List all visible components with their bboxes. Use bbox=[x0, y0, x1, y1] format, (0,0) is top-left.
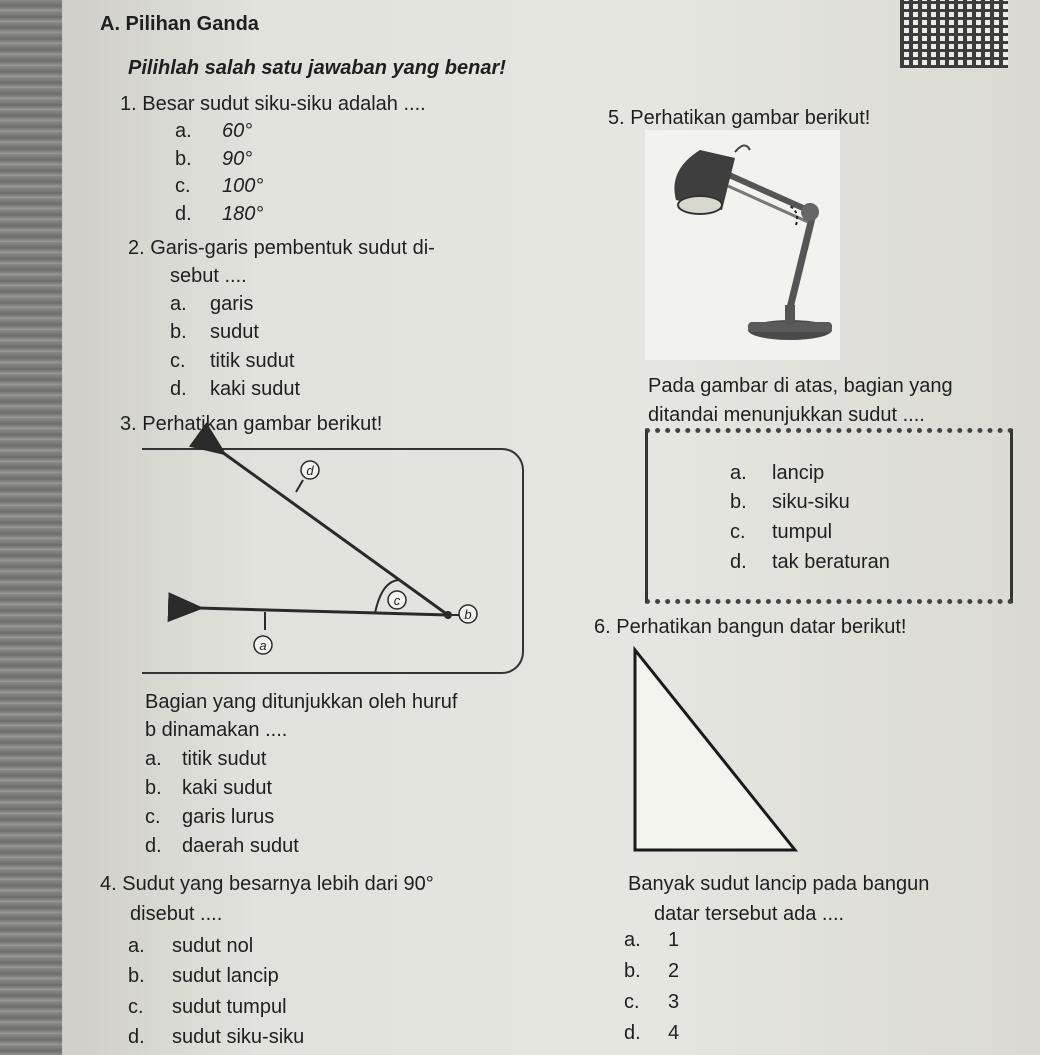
q6-option-c-text[interactable]: 3 bbox=[668, 991, 680, 1013]
q3-option-b-text[interactable]: kaki sudut bbox=[182, 777, 273, 799]
q2-option-c-letter[interactable]: c. bbox=[170, 350, 186, 372]
q5-followup-line2: ditandai menunjukkan sudut .... bbox=[648, 404, 925, 426]
q4-stem-line1: 4. Sudut yang besarnya lebih dari 90° bbox=[100, 873, 434, 895]
q5-option-d-text[interactable]: tak beraturan bbox=[772, 551, 890, 573]
q5-followup-line1: Pada gambar di atas, bagian yang bbox=[648, 375, 953, 397]
q2-option-d-text[interactable]: kaki sudut bbox=[210, 378, 301, 400]
q5-option-a-letter[interactable]: a. bbox=[730, 462, 747, 484]
q6-option-a-letter[interactable]: a. bbox=[624, 929, 641, 951]
section-instruction: Pilihlah salah satu jawaban yang benar! bbox=[128, 57, 506, 79]
q5-option-b-letter[interactable]: b. bbox=[730, 491, 747, 513]
q5-option-b-text[interactable]: siku-siku bbox=[772, 491, 850, 513]
q3-label-c: c bbox=[393, 593, 401, 608]
q5-option-c-text[interactable]: tumpul bbox=[772, 521, 833, 543]
q2-option-a-text[interactable]: garis bbox=[210, 293, 254, 315]
q6-option-d-text[interactable]: 4 bbox=[668, 1022, 680, 1044]
q2-option-a-letter[interactable]: a. bbox=[170, 293, 187, 315]
q4-option-a-letter[interactable]: a. bbox=[128, 935, 145, 957]
q3-option-d-letter[interactable]: d. bbox=[145, 835, 162, 857]
section-title: A. Pilihan Ganda bbox=[100, 13, 259, 35]
q2-option-d-letter[interactable]: d. bbox=[170, 378, 187, 400]
q5-option-d-letter[interactable]: d. bbox=[730, 551, 747, 573]
q2-option-c-text[interactable]: titik sudut bbox=[210, 350, 295, 372]
q2-stem-line1: 2. Garis-garis pembentuk sudut di- bbox=[128, 237, 435, 259]
q3-option-c-text[interactable]: garis lurus bbox=[182, 806, 275, 828]
q1-option-a-letter[interactable]: a. bbox=[175, 120, 192, 142]
q4-option-b-text[interactable]: sudut lancip bbox=[172, 965, 279, 987]
q4-option-d-text[interactable]: sudut siku-siku bbox=[172, 1026, 305, 1048]
q1-option-b-letter[interactable]: b. bbox=[175, 148, 192, 170]
q3-option-a-text[interactable]: titik sudut bbox=[182, 748, 267, 770]
q3-stem: 3. Perhatikan gambar berikut! bbox=[120, 413, 383, 435]
q1-stem: 1. Besar sudut siku-siku adalah .... bbox=[120, 93, 426, 115]
q4-option-a-text[interactable]: sudut nol bbox=[172, 935, 254, 957]
q6-option-a-text[interactable]: 1 bbox=[668, 929, 680, 951]
q2-option-b-text[interactable]: sudut bbox=[210, 321, 259, 343]
q5-stem: 5. Perhatikan gambar berikut! bbox=[608, 107, 871, 129]
q1-option-d-letter[interactable]: d. bbox=[175, 203, 192, 225]
q5-option-a-text[interactable]: lancip bbox=[772, 462, 825, 484]
q3-followup-line1: Bagian yang ditunjukkan oleh huruf bbox=[145, 691, 458, 713]
q6-stem: 6. Perhatikan bangun datar berikut! bbox=[594, 616, 907, 638]
q4-option-b-letter[interactable]: b. bbox=[128, 965, 145, 987]
q2-stem-line2: sebut .... bbox=[170, 265, 247, 287]
q6-option-c-letter[interactable]: c. bbox=[624, 991, 640, 1013]
q1-option-c-text[interactable]: 100° bbox=[222, 175, 264, 197]
q6-followup-line1: Banyak sudut lancip pada bangun bbox=[628, 873, 930, 895]
q3-option-a-letter[interactable]: a. bbox=[145, 748, 162, 770]
q4-stem-line2: disebut .... bbox=[130, 903, 223, 925]
q3-option-d-text[interactable]: daerah sudut bbox=[182, 835, 299, 857]
q4-option-c-text[interactable]: sudut tumpul bbox=[172, 996, 287, 1018]
q3-label-b: b bbox=[464, 607, 472, 622]
q1-option-a-text[interactable]: 60° bbox=[222, 120, 253, 142]
q4-option-d-letter[interactable]: d. bbox=[128, 1026, 145, 1048]
q1-option-d-text[interactable]: 180° bbox=[222, 203, 264, 225]
q6-option-b-letter[interactable]: b. bbox=[624, 960, 641, 982]
q3-label-d: d bbox=[306, 463, 314, 478]
q6-option-b-text[interactable]: 2 bbox=[668, 960, 680, 982]
q2-option-b-letter[interactable]: b. bbox=[170, 321, 187, 343]
q6-followup-line2: datar tersebut ada .... bbox=[654, 903, 845, 925]
q5-option-c-letter[interactable]: c. bbox=[730, 521, 746, 543]
q3-label-a: a bbox=[259, 638, 267, 653]
q1-option-b-text[interactable]: 90° bbox=[222, 148, 253, 170]
q3-option-b-letter[interactable]: b. bbox=[145, 777, 162, 799]
q1-option-c-letter[interactable]: c. bbox=[175, 175, 191, 197]
q3-followup-line2: b dinamakan .... bbox=[145, 719, 288, 741]
q3-option-c-letter[interactable]: c. bbox=[145, 806, 161, 828]
q4-option-c-letter[interactable]: c. bbox=[128, 996, 144, 1018]
q6-option-d-letter[interactable]: d. bbox=[624, 1022, 641, 1044]
